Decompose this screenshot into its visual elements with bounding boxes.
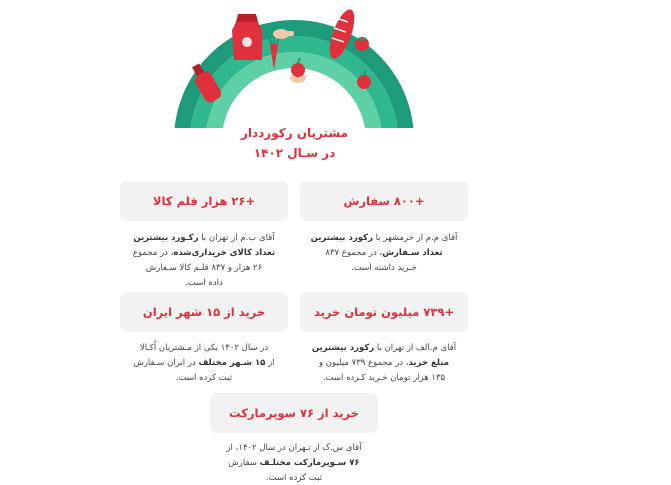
card-cities-desc: در سال ۱۴۰۲ یکی از مـشتریان اُکـالا از ۱۵ شـهر مختلف در ایران سـفارش ثبت کرده است.: [133, 343, 275, 383]
card-orders-title: +۸۰۰ سفارش: [300, 181, 468, 221]
card-amount-desc: آقای م.الف از تهران با رکورد بیشترین مبلغ خرید، در مجموع ۷۳۹ میلیون و ۱۳۵ هزار تومان خـرید کـرده است.: [311, 343, 457, 383]
card-amount-title: +۷۳۹ میلیون تومان خرید: [300, 292, 468, 332]
hero-illustration: [96, 0, 493, 185]
card-orders-desc: آقای م.م از خرمشهر با رکورد بیشترین تعداد سـفارش، در مجموع ۸۳۷ خـرید داشته است.: [310, 233, 458, 273]
card-supermarkets-desc: آقای س.ک از تـهران در سال ۱۴۰۲، از ۷۶ سـوپرمارکت مختلـف سفارش ثبت کرده است.: [226, 443, 362, 483]
card-items-title: +۲۶ هزار قلم کالا: [120, 181, 288, 221]
milk-carton-icon: [232, 14, 262, 60]
card-cities-title: خرید از ۱۵ شهر ایران: [120, 292, 288, 332]
hero-title-line1: مشتریان رکورددار: [240, 126, 349, 140]
hero-title-line2: در سـال ۱۴۰۲: [253, 146, 336, 160]
infographic-page: [96, 0, 493, 485]
card-supermarkets-title: خرید از ۷۶ سوپرمارکت: [210, 393, 378, 433]
tomato-icon: [355, 37, 369, 51]
card-items-desc: آقای ب.م از تهران با رکـورد بیشترین تعداد کالای خریداری‌شده، در مجموع ۲۶ هزار و ۸۳۷ قلـم کالا سـفارش داده است.: [132, 233, 276, 288]
